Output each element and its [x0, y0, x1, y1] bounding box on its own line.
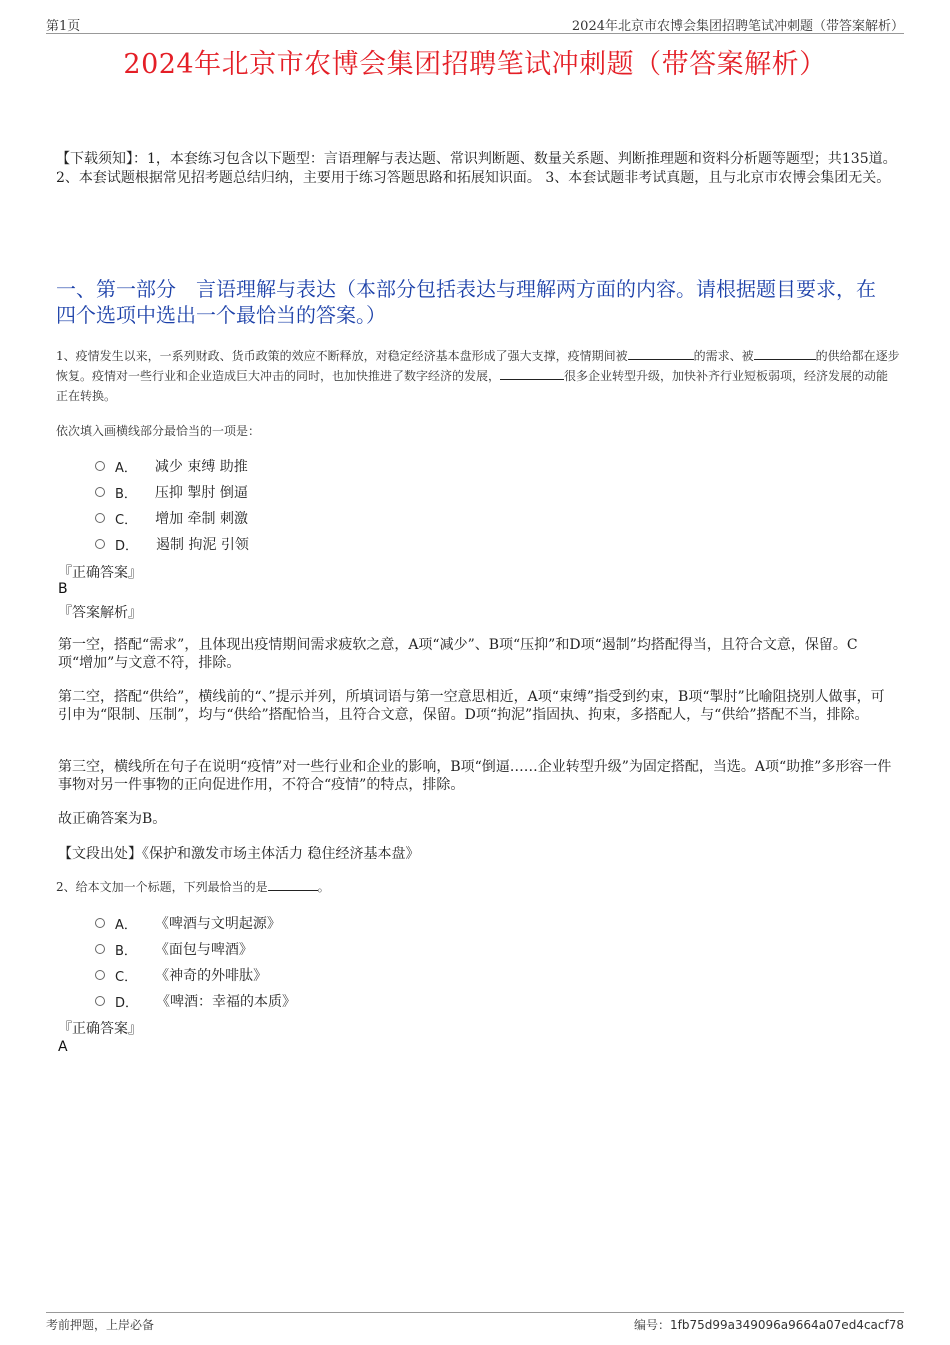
correct-answer-value: A [58, 1039, 68, 1055]
question-2-text [56, 877, 900, 897]
serial-label: 编号： [633, 1318, 670, 1332]
option-letter: A． [115, 917, 137, 933]
option-letter: B． [115, 943, 137, 959]
analysis-conclusion: 故正确答案为B。 [58, 811, 167, 827]
serial-number: 1fb75d99a349096a9664a07ed4cacf78 [670, 1318, 904, 1332]
download-notice: 【下载须知】：1，本套练习包含以下题型：言语理解与表达题、常识判断题、数量关系题、判断推理题和资料分析题等题型；共135道。 2、本套试题根据常见招考题总结归纳，主要用于练习答题思路和拓展知识面。 3、本套试题非考试真题，且与北京市农博会集团无关。 [56, 151, 897, 186]
page-number: 第1页 [46, 19, 81, 34]
option-b[interactable] [95, 936, 296, 962]
radio-icon[interactable] [95, 944, 105, 954]
question-2-options [95, 910, 296, 1014]
question-2-text-part: 2、给本文加一个标题，下列最恰当的是 [56, 880, 268, 894]
page-footer [46, 1312, 904, 1335]
option-text: 增加 牵制 刺激 [155, 511, 248, 527]
question-1-prompt: 依次填入画横线部分最恰当的一项是： [56, 424, 261, 438]
option-c[interactable] [95, 505, 249, 531]
question-1-text-part: 的供给都在逐步恢复。疫情对一些行业和企业造成巨大冲击的同时，也加快推进了数字经济的发展， [56, 349, 900, 383]
option-d[interactable] [95, 988, 296, 1014]
option-letter: D． [115, 995, 139, 1011]
option-text: 压抑 掣肘 倒逼 [154, 485, 248, 501]
source-citation: 【文段出处】《保护和激发市场主体活力 稳住经济基本盘》 [58, 846, 420, 862]
option-text: 《啤酒与文明起源》 [154, 916, 281, 932]
radio-icon[interactable] [95, 970, 105, 980]
radio-icon[interactable] [95, 918, 105, 928]
radio-icon[interactable] [95, 487, 105, 497]
option-letter: D． [115, 538, 139, 554]
option-text: 遏制 拘泥 引领 [156, 537, 249, 553]
radio-icon[interactable] [95, 996, 105, 1006]
option-text: 减少 束缚 助推 [154, 459, 248, 475]
question-2-text-part: 。 [317, 880, 330, 894]
page-title: 2024年北京市农博会集团招聘笔试冲刺题（带答案解析） [123, 49, 827, 80]
option-letter: B． [115, 486, 137, 502]
option-a[interactable] [95, 453, 249, 479]
radio-icon[interactable] [95, 461, 105, 471]
analysis-paragraph: 第二空，搭配“供给”，横线前的“、”提示并列，所填词语与第一空意思相近，A项“束缚”指受到约束，B项“掣肘”比喻阻挠别人做事，可引申为“限制、压制”，均与“供给”搭配恰当，且符合文意，保留。D项“拘泥”指固执、拘束，多搭配人，与“供给”搭配不当，排除。 [58, 689, 885, 723]
answer-blank [500, 367, 564, 380]
analysis-paragraph: 第三空，横线所在句子在说明“疫情”对一些行业和企业的影响，B项“倒逼……企业转型升级”为固定搭配，当选。A项“助推”多形容一件事物对另一件事物的正向促进作用，不符合“疫情”的特点，排除。 [58, 759, 892, 793]
correct-answer-value: B [58, 581, 68, 597]
option-a[interactable] [95, 910, 296, 936]
option-b[interactable] [95, 479, 249, 505]
analysis-paragraph: 第一空，搭配“需求”，且体现出疫情期间需求疲软之意，A项“减少”、B项“压抑”和D项“遏制”均搭配得当，且符合文意，保留。C项“增加”与文意不符，排除。 [58, 637, 858, 671]
radio-icon[interactable] [95, 539, 105, 549]
question-1-text-part: 1、疫情发生以来，一系列财政、货币政策的效应不断释放，对稳定经济基本盘形成了强大支撑，疫情期间被 [56, 349, 628, 363]
option-text: 《面包与啤酒》 [154, 942, 253, 958]
option-c[interactable] [95, 962, 296, 988]
analysis-label: 『答案解析』 [58, 605, 142, 621]
option-text: 《神奇的外啡肽》 [155, 968, 268, 984]
question-1-text-part: 很多企业转型升级，加快补齐行业短板弱项，经济发展的动能正在转换。 [56, 369, 889, 403]
question-1-options [95, 453, 249, 557]
answer-blank [628, 347, 694, 360]
radio-icon[interactable] [95, 513, 105, 523]
correct-answer-label: 『正确答案』 [58, 565, 142, 581]
correct-answer-label: 『正确答案』 [58, 1021, 142, 1037]
option-letter: C． [115, 969, 138, 985]
option-letter: C． [115, 512, 138, 528]
option-letter: A． [115, 460, 137, 476]
answer-blank [754, 347, 816, 360]
section-title: 一、第一部分 言语理解与表达（本部分包括表达与理解两方面的内容。请根据题目要求，在四个选项中选出一个最恰当的答案。） [56, 277, 876, 327]
option-d[interactable] [95, 531, 249, 557]
answer-blank [268, 878, 318, 891]
footer-slogan: 考前押题，上岸必备 [46, 1318, 155, 1332]
option-text: 《啤酒：幸福的本质》 [156, 994, 297, 1010]
page-header [46, 13, 904, 34]
question-1-text [56, 346, 900, 406]
header-doc-title: 2024年北京市农博会集团招聘笔试冲刺题（带答案解析） [571, 19, 904, 34]
question-1-text-part: 的需求、被 [693, 349, 754, 363]
footer-serial [634, 1316, 904, 1333]
